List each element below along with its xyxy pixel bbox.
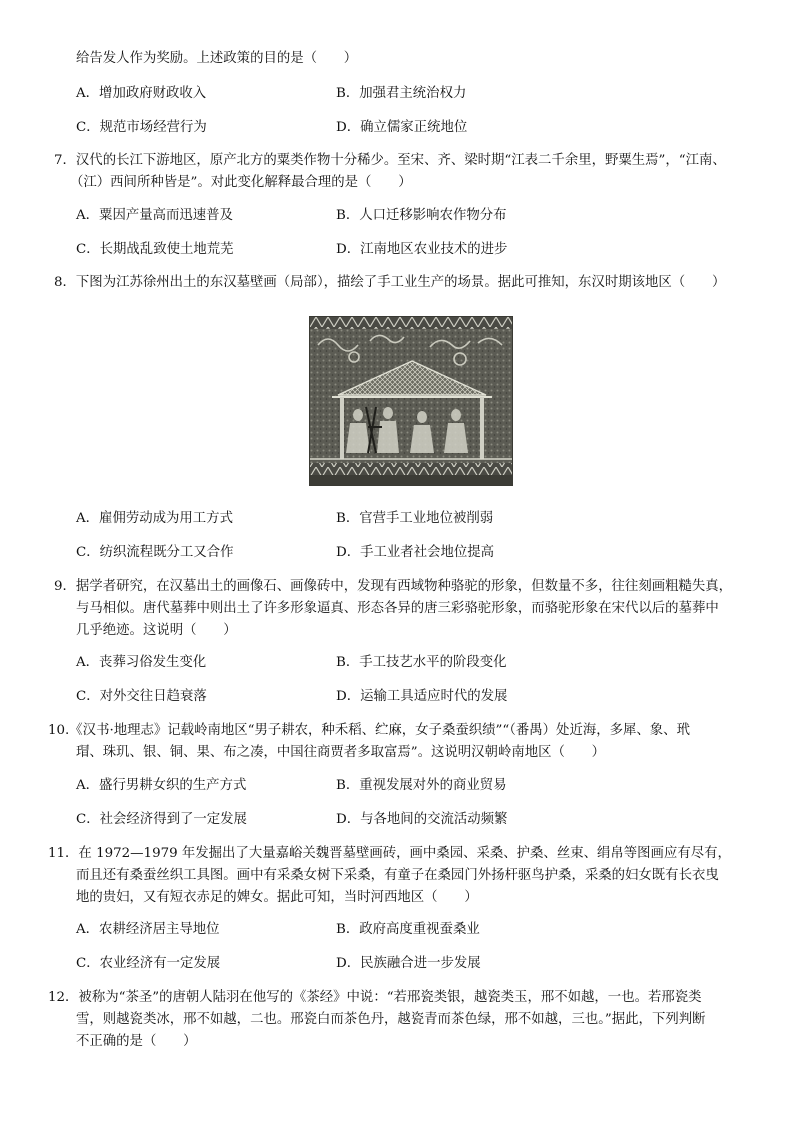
mural-illustration [310,317,513,486]
q9-stem-line-2: 与马相似。唐代墓葬中则出土了许多形象逼真、形态各异的唐三彩骆驼形象，而骆驼形象在宋代以后的墓葬中 [76,601,719,616]
q7-stem-line-1: 7．汉代的长江下游地区，原产北方的粟类作物十分稀少。至宋、齐、梁时期“江表二千余里，野粟生焉”，“江南、 [54,153,726,168]
q6-option-c[interactable]: C．规范市场经营行为 [76,120,207,135]
q6-option-d[interactable]: D．确立儒家正统地位 [336,120,468,135]
q12-stem-line-3: 不正确的是（ ） [76,1034,197,1049]
q10-option-d[interactable]: D．与各地间的交流活动频繁 [336,812,508,827]
q10-stem-line-2: 瑁、珠玑、银、铜、果、布之凑，中国往商贾者多取富焉”。这说明汉朝岭南地区（ ） [76,745,606,760]
q7-option-c[interactable]: C．长期战乱致使土地荒芜 [76,242,234,257]
q11-option-a[interactable]: A．农耕经济居主导地位 [76,922,220,937]
q7-option-b[interactable]: B．人口迁移影响农作物分布 [336,208,507,223]
q11-option-b[interactable]: B．政府高度重视蚕桑业 [336,922,480,937]
q11-option-c[interactable]: C．农业经济有一定发展 [76,956,221,971]
q9-option-b[interactable]: B．手工技艺水平的阶段变化 [336,655,507,670]
q11-option-d[interactable]: D．民族融合进一步发展 [336,956,481,971]
q8-option-c[interactable]: C．纺织流程既分工又合作 [76,545,234,560]
q10-option-c[interactable]: C．社会经济得到了一定发展 [76,812,247,827]
q12-stem-line-2: 雪，则越瓷类冰，邢不如越，二也。邢瓷白而茶色丹，越瓷青而茶色绿，邢不如越，三也。”据此，下列判断 [76,1012,706,1027]
q12-stem-line-1: 12．被称为“茶圣”的唐朝人陆羽在他写的《茶经》中说：“若邢瓷类银，越瓷类玉，邢不如越，一也。若邢瓷类 [48,990,702,1005]
q10-option-b[interactable]: B．重视发展对外的商业贸易 [336,778,507,793]
q8-option-a[interactable]: A．雇佣劳动成为用工方式 [76,511,233,526]
q7-option-a[interactable]: A．粟因产量高而迅速普及 [76,208,233,223]
q7-stem-line-2: （江）西间所种皆是”。对此变化解释最合理的是（ ） [70,175,412,190]
q9-option-a[interactable]: A．丧葬习俗发生变化 [76,655,207,670]
q6-option-b[interactable]: B．加强君主统治权力 [336,86,467,101]
mural-image [309,316,513,486]
q8-stem-line-1: 8．下图为江苏徐州出土的东汉墓壁画（局部），描绘了手工业生产的场景。据此可推知，东汉时期该地区（ ） [54,275,726,290]
q10-option-a[interactable]: A．盛行男耕女织的生产方式 [76,778,247,793]
q11-stem-line-1: 11．在 1972—1979 年发掘出了大量嘉峪关魏晋墓壁画砖，画中桑园、采桑、护桑、丝束、绢帛等图画应有尽有， [48,846,731,861]
q6-stem-tail: 给告发人作为奖励。上述政策的目的是（ ） [76,51,358,66]
q11-stem-line-2: 而且还有桑蚕丝织工具图。画中有采桑女树下采桑，有童子在桑园门外扬杆驱鸟护桑，采桑的妇女既有长衣曳 [76,868,719,883]
q9-stem-line-1: 9．据学者研究，在汉墓出土的画像石、画像砖中，发现有西域物种骆驼的形象，但数量不多，往往刻画粗糙失真， [54,579,733,594]
q6-option-a[interactable]: A．增加政府财政收入 [76,86,207,101]
q9-option-c[interactable]: C．对外交往日趋衰落 [76,689,207,704]
q9-stem-line-3: 几乎绝迹。这说明（ ） [76,623,237,638]
q8-option-b[interactable]: B．官营手工业地位被削弱 [336,511,494,526]
q10-stem-line-1: 10.《汉书·地理志》记载岭南地区“男子耕农，种禾稻、纻麻，女子桑蚕织绩”“（番禺）处近海，多犀、象、玳 [48,723,690,738]
q7-option-d[interactable]: D．江南地区农业技术的进步 [336,242,508,257]
q8-option-d[interactable]: D．手工业者社会地位提高 [336,545,495,560]
q11-stem-line-3: 地的贵妇，又有短衣赤足的婢女。据此可知，当时河西地区（ ） [76,890,478,905]
q9-option-d[interactable]: D．运输工具适应时代的发展 [336,689,508,704]
